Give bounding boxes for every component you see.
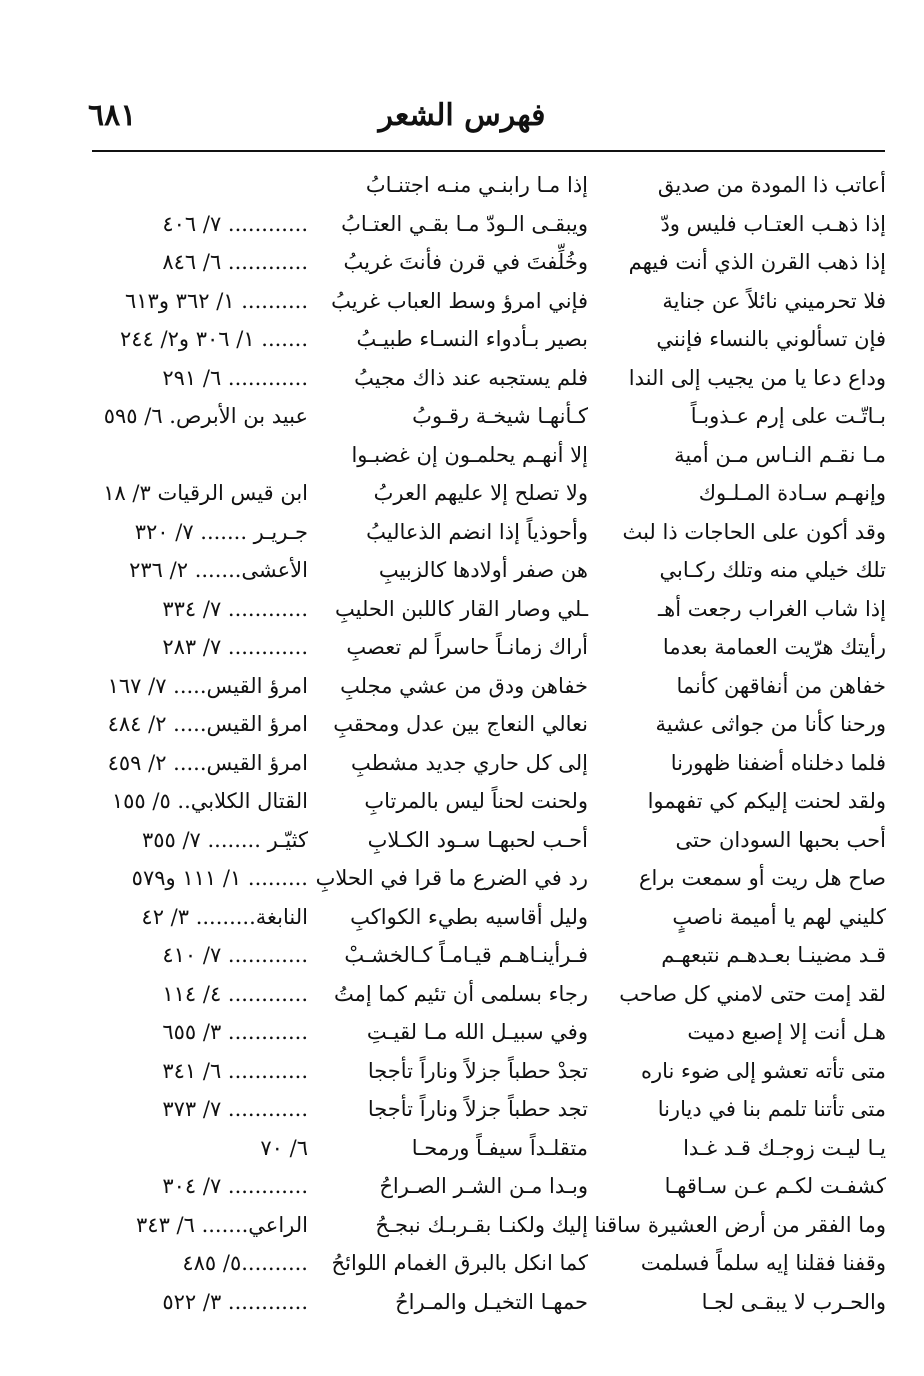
verse-poet-reference: جـريـر ....... ٧/ ٣٢٠	[134, 519, 308, 544]
verse-second-hemistich: فـرأينـاهـم قيـامـاً كـالخشـبْ	[344, 943, 588, 967]
verse-second-hemistich: أراك زمانـاً حاسراً لم تعصبِ	[346, 635, 588, 659]
verse-row	[0, 551, 924, 590]
verse-row	[0, 474, 924, 513]
verse-row	[0, 1129, 924, 1168]
verse-second-hemistich: ولا تصلح إلا عليهم العربُ	[373, 481, 588, 505]
verse-second-hemistich: إلا أنهـم يحلمـون إن غضبـوا	[351, 442, 588, 467]
verse-row	[0, 1013, 924, 1052]
page-title: فهرس الشعر	[378, 98, 546, 133]
verse-second-hemistich: وفي سبيـل الله مـا لقيـتِ	[366, 1020, 588, 1044]
verse-first-hemistich: وداع دعا يا من يجيب إلى الندا	[628, 365, 886, 390]
verse-row	[0, 166, 924, 205]
verse-second-hemistich: رد في الضرع ما قرا في الحلابِ	[315, 866, 588, 890]
verse-first-hemistich: يـا ليـت زوجـك قـد غـدا	[683, 1135, 886, 1160]
verse-row	[0, 744, 924, 783]
verse-first-hemistich: وقد أكون على الحاجات ذا لبث	[622, 519, 886, 544]
verse-poet-reference: ............ ٦/ ٣٤١	[162, 1058, 308, 1083]
verse-first-hemistich: رأيتك هرّيت العمامة بعدما	[662, 635, 886, 659]
verse-first-hemistich: أحب بحبها السودان حتى	[675, 827, 886, 852]
verse-second-hemistich: نعالي النعاج بين عدل ومحقبِ	[333, 712, 588, 736]
verse-row	[0, 1090, 924, 1129]
verse-first-hemistich: ورحنا كأنا من جواثى عشية	[655, 712, 886, 736]
verse-first-hemistich: وما الفقر من أرض العشيرة ساقنا	[594, 1212, 886, 1237]
verse-second-hemistich: وبـدا مـن الشـر الصـراحُ	[379, 1174, 588, 1198]
verse-first-hemistich: تلك خيلي منه وتلك ركـابي	[659, 558, 886, 582]
verse-poet-reference: ٦/ ٧٠	[260, 1135, 308, 1160]
verse-poet-reference: ............ ٧/ ٣٣٤	[162, 596, 308, 621]
verse-row	[0, 1206, 924, 1245]
verse-first-hemistich: صاح هل ريت أو سمعت براع	[638, 866, 886, 890]
verse-first-hemistich: فلما دخلناه أضفنا ظهورنا	[670, 750, 886, 775]
verse-poet-reference: ....... ١/ ٣٠٦ و٢/ ٢٤٤	[119, 327, 308, 351]
verse-index-list	[0, 166, 924, 1321]
verse-second-hemistich: هن صفر أولادها كالزبيبِ	[378, 558, 588, 582]
verse-second-hemistich: فلم يستجبه عند ذاك مجيبُ	[354, 365, 588, 390]
verse-poet-reference: ............ ٧/ ٣٧٣	[162, 1097, 308, 1121]
verse-poet-reference: ............ ٣/ ٦٥٥	[162, 1020, 308, 1044]
verse-row	[0, 397, 924, 436]
verse-row	[0, 243, 924, 282]
verse-poet-reference: امرؤ القيس..... ٢/ ٤٥٩	[107, 750, 308, 775]
verse-second-hemistich: ويبقـى الـودّ مـا بقـي العتـابُ	[341, 211, 588, 236]
verse-second-hemistich: وأحوذياً إذا انضم الذعاليبُ	[366, 519, 588, 544]
verse-poet-reference: ............ ٦/ ٨٤٦	[162, 250, 308, 274]
verse-second-hemistich: ـلي وصار القار كاللبن الحليبِ	[335, 596, 588, 621]
verse-second-hemistich: وليل أقاسيه بطيء الكواكبِ	[350, 904, 588, 929]
verse-first-hemistich: وإنهـم سـادة المـلـوك	[698, 481, 886, 505]
verse-second-hemistich: إلى كل حاري جديد مشطبِ	[351, 750, 588, 775]
verse-first-hemistich: إذا ذهب القرن الذي أنت فيهم	[628, 250, 886, 274]
verse-second-hemistich: تجدْ حطباً جزلاً وناراً تأججا	[367, 1058, 588, 1083]
verse-poet-reference: ............ ٣/ ٥٢٢	[162, 1289, 308, 1314]
header-divider	[92, 150, 885, 152]
verse-first-hemistich: هـل أنت إلا إصبع دميت	[687, 1020, 886, 1044]
verse-second-hemistich: بصير بـأدواء النسـاء طبيـبُ	[356, 327, 588, 351]
verse-first-hemistich: كشفـت لكـم عـن سـاقهـا	[664, 1174, 886, 1198]
verse-second-hemistich: رجاء بسلمى أن تئيم كما إمتُ	[334, 981, 588, 1006]
verse-first-hemistich: لقد إمت حتى لامني كل صاحب	[619, 981, 886, 1006]
verse-row	[0, 320, 924, 359]
verse-first-hemistich: متى تأتنا تلمم بنا في ديارنا	[657, 1097, 886, 1121]
verse-second-hemistich: متقلـداً سيفـاً ورمحـا	[411, 1135, 588, 1160]
verse-poet-reference: ............ ٧/ ٣٠٤	[162, 1174, 308, 1198]
verse-row	[0, 898, 924, 937]
verse-poet-reference: القتال الكلابي.. ٥/ ١٥٥	[111, 789, 308, 813]
verse-second-hemistich: تجد حطباً جزلاً وناراً تأججا	[367, 1097, 588, 1121]
verse-first-hemistich: فلا تحرميني نائلاً عن جناية	[662, 288, 886, 313]
verse-second-hemistich: خفاهن ودق من عشي مجلبِ	[340, 673, 588, 698]
verse-first-hemistich: إذا شاب الغراب رجعت أهـ	[658, 596, 886, 621]
verse-first-hemistich: مـا نقـم النـاس مـن أمية	[674, 442, 886, 467]
verse-poet-reference: ............ ٧/ ٤٠٦	[162, 211, 308, 236]
verse-poet-reference: .......... ١/ ٣٦٢ و٦١٣	[125, 288, 308, 313]
verse-first-hemistich: ولقد لحنت إليكم كي تفهموا	[647, 789, 886, 813]
verse-second-hemistich: كما انكل بالبرق الغمام اللوائحُ	[331, 1251, 588, 1275]
verse-second-hemistich: إذا مـا رابنـي منـه اجتنـابُ	[365, 173, 588, 197]
verse-poet-reference: ابن قيس الرقيات ٣/ ١٨	[103, 481, 308, 505]
verse-row	[0, 859, 924, 898]
verse-poet-reference: عبيد بن الأبرص. ٦/ ٥٩٥	[103, 404, 308, 428]
verse-second-hemistich: إليك ولكنـا بقـربـك نبجـحُ	[375, 1212, 588, 1237]
verse-row	[0, 282, 924, 321]
verse-row	[0, 821, 924, 860]
verse-poet-reference: ......... ١/ ١١١ و٥٧٩	[131, 866, 308, 890]
verse-row	[0, 590, 924, 629]
verse-first-hemistich: وقفنا فقلنا إيه سلماً فسلمت	[640, 1251, 886, 1275]
verse-second-hemistich: أحـب لحبهـا سـود الكـلابِ	[367, 827, 588, 852]
verse-poet-reference: ..........٥/ ٤٨٥	[182, 1251, 308, 1275]
verse-first-hemistich: أعاتب ذا المودة من صديق	[657, 173, 886, 197]
verse-row	[0, 205, 924, 244]
verse-row	[0, 436, 924, 475]
verse-row	[0, 359, 924, 398]
verse-second-hemistich: حمهـا التخيـل والمـراحُ	[395, 1289, 588, 1314]
page-number: ٦٨١	[88, 98, 137, 133]
verse-row	[0, 936, 924, 975]
verse-poet-reference: امرؤ القيس..... ٧/ ١٦٧	[107, 673, 308, 698]
verse-poet-reference: ............ ٧/ ٢٨٣	[162, 635, 308, 659]
verse-first-hemistich: خفاهن من أنفاقهن كأنما	[676, 673, 886, 698]
verse-poet-reference: ............ ٤/ ١١٤	[162, 981, 308, 1006]
verse-row	[0, 667, 924, 706]
verse-poet-reference: ............ ٦/ ٢٩١	[162, 365, 308, 390]
verse-second-hemistich: فإني امرؤ وسط العباب غريبُ	[331, 288, 588, 313]
verse-row	[0, 513, 924, 552]
verse-poet-reference: كثيّـر ........ ٧/ ٣٥٥	[141, 827, 308, 852]
verse-poet-reference: ............ ٧/ ٤١٠	[162, 943, 308, 967]
verse-poet-reference: الراعي....... ٦/ ٣٤٣	[136, 1212, 308, 1237]
verse-first-hemistich: قـد مضينـا بعـدهـم نتبعهـم	[661, 943, 886, 967]
verse-row	[0, 1167, 924, 1206]
verse-row	[0, 628, 924, 667]
verse-first-hemistich: متى تأته تعشو إلى ضوء ناره	[640, 1058, 886, 1083]
verse-row	[0, 705, 924, 744]
verse-first-hemistich: كليني لهم يا أميمة ناصبٍ	[672, 904, 886, 929]
verse-first-hemistich: والحـرب لا يبقـى لجـا	[701, 1289, 886, 1314]
verse-second-hemistich: ولحنت لحناً ليس بالمرتابِ	[364, 789, 588, 813]
verse-row	[0, 782, 924, 821]
verse-poet-reference: امرؤ القيس..... ٢/ ٤٨٤	[107, 712, 308, 736]
verse-first-hemistich: بـاتّـت على إرم عـذوبـاً	[690, 404, 886, 428]
verse-row	[0, 1244, 924, 1283]
verse-row	[0, 975, 924, 1014]
verse-poet-reference: النابغة......... ٣/ ٤٢	[141, 904, 308, 929]
verse-second-hemistich: كـأنهـا شيخـة رقـوبُ	[412, 404, 588, 428]
verse-first-hemistich: إذا ذهـب العتـاب فليس ودّ	[660, 211, 886, 236]
verse-first-hemistich: فإن تسألوني بالنساء فإنني	[656, 327, 886, 351]
verse-row	[0, 1052, 924, 1091]
verse-second-hemistich: وخُلِّفتَ في قرن فأنتَ غريبُ	[343, 250, 588, 274]
verse-row	[0, 1283, 924, 1322]
verse-poet-reference: الأعشى....... ٢/ ٢٣٦	[129, 558, 308, 582]
